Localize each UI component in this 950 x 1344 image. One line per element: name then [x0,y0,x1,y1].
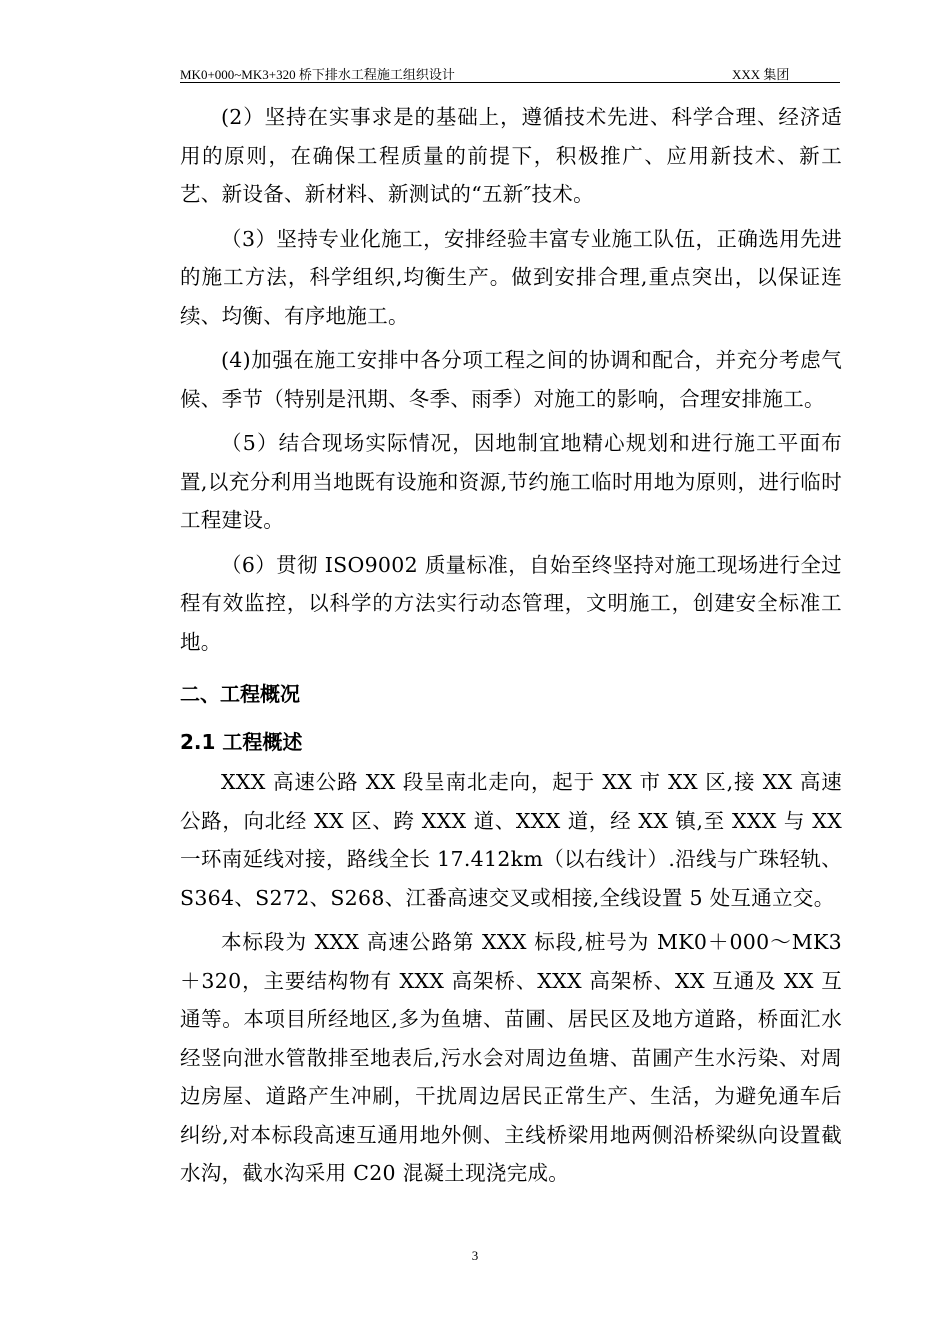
document-body [180,98,842,1199]
header-title: MK0+000~MK3+320 桥下排水工程施工组织设计 [180,67,455,82]
paragraph-overview-2: 本标段为 XXX 高速公路第 XXX 标段,桩号为 MK0＋000～MK3＋320，主要结构物有 XXX 高架桥、XXX 高架桥、XX 互通及 XX 互通等。本项目所经地区,多为鱼塘、苗圃、居民区及地方道路，桥面汇水经竖向泄水管散排至地表后,污水会对周边鱼塘、苗圃产生水污染、对周边房屋、道路产生冲刷，干扰周边居民正常生产、生活，为避免通车后纠纷,对本标段高速互通用地外侧、主线桥梁用地两侧沿桥梁纵向设置截水沟，截水沟采用 C20 混凝土现浇完成。 [180,930,842,1185]
paragraph-principle-3: （3）坚持专业化施工，安排经验丰富专业施工队伍，正确选用先进的施工方法，科学组织,均衡生产。做到安排合理,重点突出，以保证连续、均衡、有序地施工。 [180,226,842,328]
paragraph-principle-5: （5）结合现场实际情况，因地制宜地精心规划和进行施工平面布置,以充分利用当地既有设施和资源,节约施工临时用地为原则，进行临时工程建设。 [180,431,842,532]
paragraph-principle-2: (2）坚持在实事求是的基础上，遵循技术先进、科学合理、经济适用的原则，在确保工程质量的前提下，积极推广、应用新技术、新工艺、新设备、新材料、新测试的“五新″技术。 [180,105,842,206]
paragraph-principle-4: (4)加强在施工安排中各分项工程之间的协调和配合，并充分考虑气候、季节（特别是汛期、冬季、雨季）对施工的影响，合理安排施工。 [180,348,842,411]
header-company: XXX 集团 [732,67,790,82]
page-number: 3 [471,1248,479,1263]
section-heading: 二、工程概况 [180,682,300,706]
paragraph-overview-1: XXX 高速公路 XX 段呈南北走向，起于 XX 市 XX 区,接 XX 高速公路，向北经 XX 区、跨 XXX 道、XXX 道，经 XX 镇,至 XXX 与 XX 一环南延线对接，路线全长 17.412km（以右线计）.沿线与广珠轻轨、S364、S272、S268、江番高速交叉或相接,全线设置 5 处互通立交。 [180,770,842,910]
subsection-heading: 2.1 工程概述 [180,730,303,754]
paragraph-principle-6: （6）贯彻 ISO9002 质量标准，自始至终坚持对施工现场进行全过程有效监控，以科学的方法实行动态管理，文明施工，创建安全标准工地。 [180,552,842,654]
page-header [180,62,840,83]
